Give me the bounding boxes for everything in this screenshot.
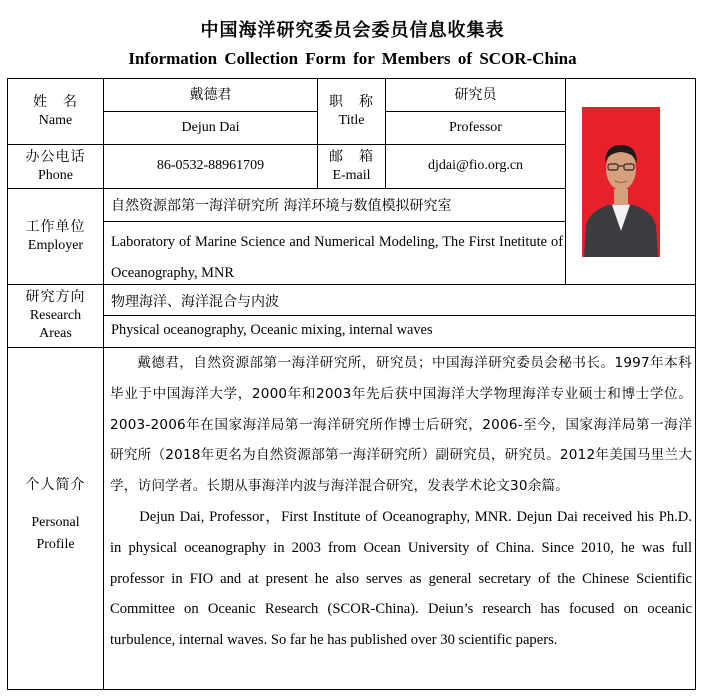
employer-label <box>8 189 103 284</box>
page-title-cn: 中国海洋研究委员会委员信息收集表 <box>200 20 505 41</box>
photo-neck <box>614 189 628 205</box>
title-label-en: Title <box>338 112 365 128</box>
title-value-en: Professor <box>449 119 502 135</box>
name-value-en: Dejun Dai <box>181 119 240 135</box>
name-label-en: Name <box>38 112 73 128</box>
name-label <box>8 79 103 144</box>
profile-content <box>110 348 692 656</box>
profile-label-en-1: Personal <box>31 515 80 531</box>
phone-value: 86-0532-88961709 <box>156 158 265 174</box>
email-label <box>318 145 385 188</box>
phone-label-cn: 办公电话 <box>25 149 86 166</box>
portrait-image <box>582 107 660 257</box>
employer-value-en: Laboratory of Marine Science and Numerical Modeling, The First Inetitute of Oceanography, MNR <box>111 234 563 281</box>
title-label-cn: 职 称 <box>329 94 374 111</box>
employer-value-cn: 自然资源部第一海洋研究所 海洋环境与数值模拟研究室 <box>111 198 452 214</box>
member-photo <box>582 107 660 257</box>
profile-text-cn: 戴德君，自然资源部第一海洋研究所，研究员；中国海洋研究委员会秘书长。1997年本科毕业于中国海洋大学，2000年和2003年先后获中国海洋大学物理海洋专业硕士和博士学位。2003-2006年在国家海洋局第一海洋研究所作博士后研究，2006-至今，国家海洋局第一海洋研究所（2018年更名为自然资源部第一海洋研究所）副研究员，研究员。2012年美国马里兰大学，访问学者。长期从事海洋内波与海洋混合研究，发表学术论文30余篇。 <box>110 355 692 495</box>
page-title-en: Information Collection Form for Members of SCOR-China <box>128 49 577 68</box>
title-value-cn: 研究员 <box>454 86 497 103</box>
profile-label-cn: 个人简介 <box>25 477 86 493</box>
employer-label-en: Employer <box>27 237 84 253</box>
email-label-cn: 邮 箱 <box>329 149 374 166</box>
profile-label-en-2: Profile <box>36 537 75 553</box>
profile-text-en: Dejun Dai, Professor，First Institute of Oceanography, MNR. Dejun Dai received his Ph.D. in physical oceanography in 2003 from Ocean University of China. Since 2010, he was full professor in FIO and at present he also serves as general secretary of the Chinese Scientific Committee on Oceanic Research (SCOR-China). Deiun’s research has focused on oceanic turbulence, internal waves. So far he has published over 30 scientific papers. <box>110 508 692 649</box>
phone-label-en: Phone <box>38 167 73 183</box>
email-value[interactable]: djdai@fio.org.cn <box>427 158 524 174</box>
research-value-en: Physical oceanography, Oceanic mixing, internal waves <box>111 322 433 338</box>
research-value-cn: 物理海洋、海洋混合与内波 <box>111 294 279 310</box>
name-value-cn: 戴德君 <box>189 86 232 103</box>
employer-label-cn: 工作单位 <box>25 219 86 236</box>
research-label-cn: 研究方向 <box>25 288 86 305</box>
profile-label <box>8 468 103 578</box>
name-label-cn: 姓 名 <box>33 94 78 111</box>
email-label-en: E-mail <box>332 167 371 183</box>
title-label <box>318 79 385 144</box>
research-label <box>8 285 103 347</box>
grid-line <box>103 315 696 316</box>
research-label-en-2: Areas <box>39 326 72 342</box>
grid-line <box>103 221 566 222</box>
phone-label <box>8 145 103 188</box>
grid-line <box>565 78 566 284</box>
research-label-en-1: Research <box>29 307 82 323</box>
